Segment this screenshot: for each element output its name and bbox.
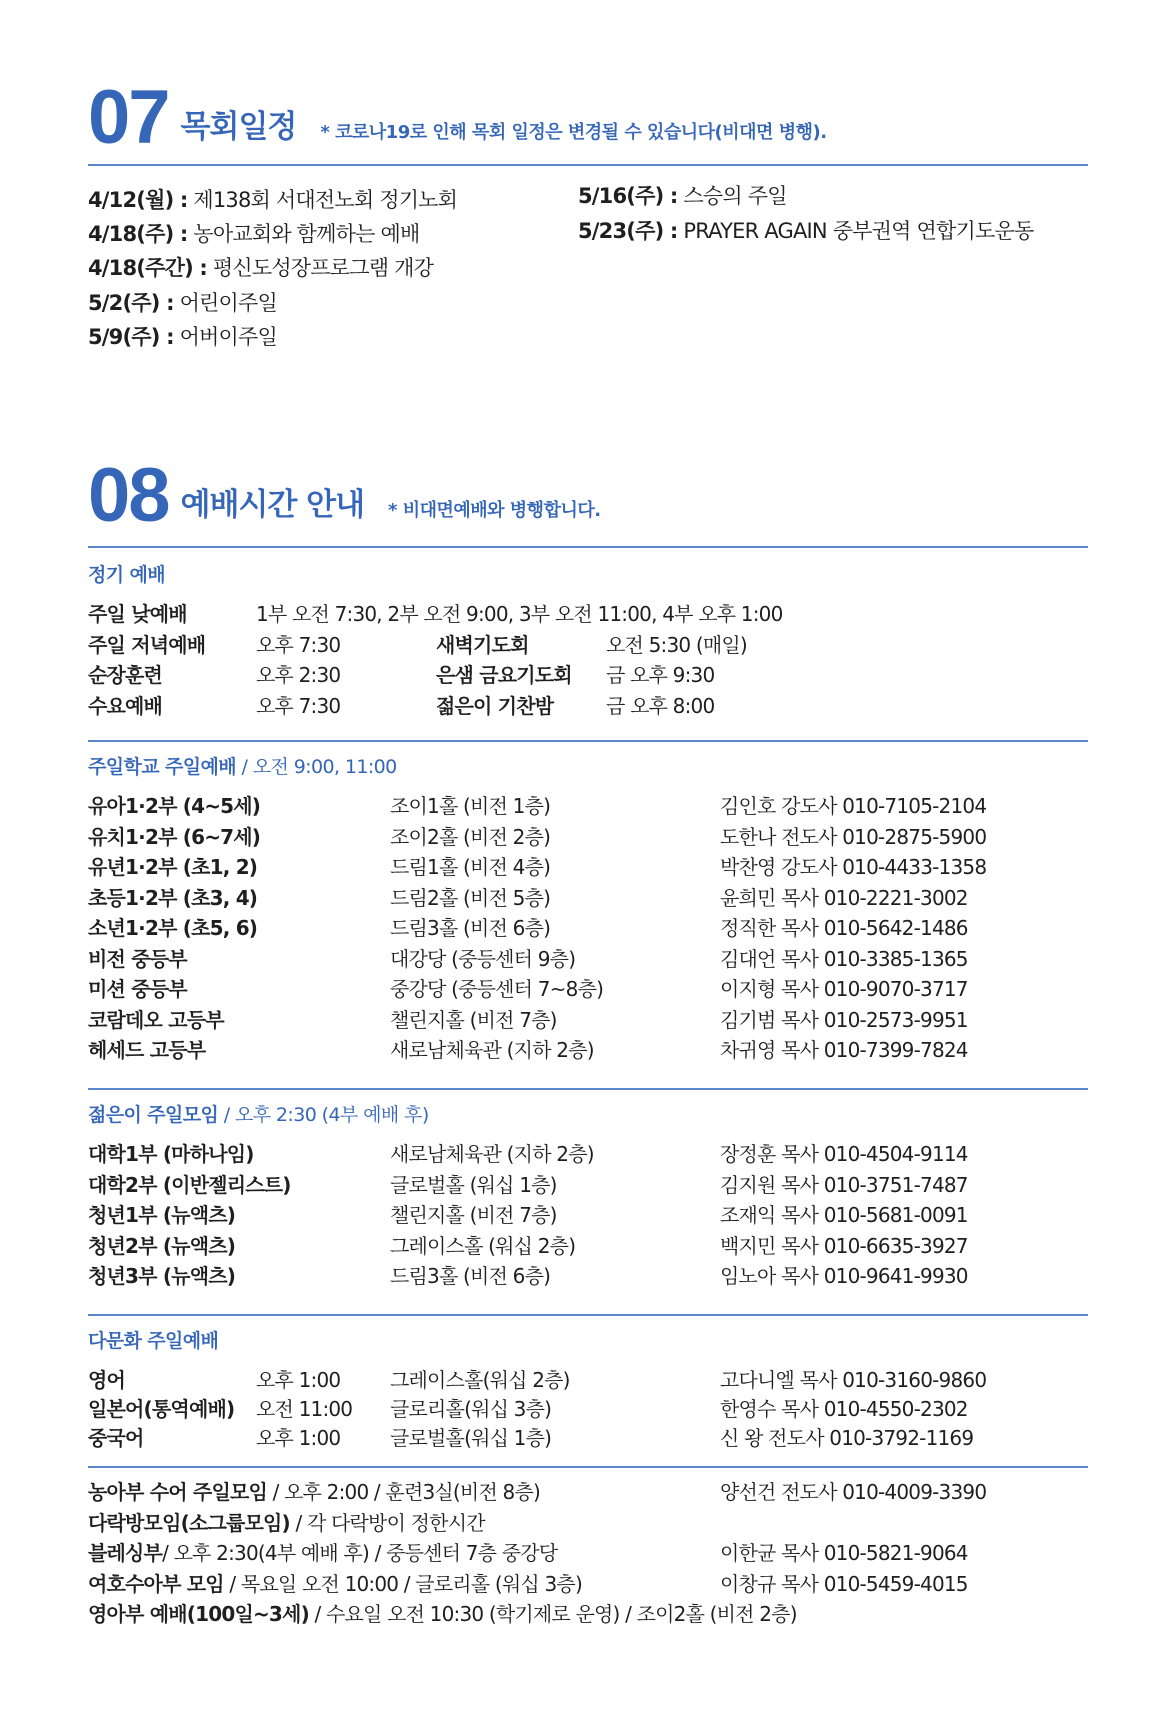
table-row: 유아1·2부 (4~5세) 조이1홀 (비전 1층) 김인호 강도사 010-7105-2104	[88, 794, 987, 818]
section-08-title: 예배시간 안내	[180, 487, 365, 523]
sunday-school-heading: 주일학교 주일예배 / 오전 9:00, 11:00	[88, 756, 397, 778]
section-07-title: 목회일정	[180, 109, 297, 145]
schedule-item: 4/12(월) : 제138회 서대전노회 정기노회	[88, 188, 458, 212]
table-row: 청년1부 (뉴액츠) 챌린지홀 (비전 7층) 조재익 목사 010-5681-0091	[88, 1203, 968, 1227]
table-row: 순장훈련 오후 2:30 은샘 금요기도회 금 오후 9:30	[88, 663, 715, 687]
table-row: 대학2부 (이반젤리스트) 글로벌홀 (워십 1층) 김지원 목사 010-3751-7487	[88, 1172, 968, 1197]
schedule-item: 4/18(주간) : 평신도성장프로그램 개강	[88, 256, 434, 280]
list-item: 다락방모임(소그룹모임) / 각 다락방이 정한시간	[88, 1510, 485, 1535]
divider	[88, 1088, 1088, 1090]
table-row: 코람데오 고등부 챌린지홀 (비전 7층) 김기범 목사 010-2573-9951	[88, 1007, 968, 1032]
schedule-item: 5/16(주) : 스승의 주일	[578, 184, 787, 208]
schedule-item: 5/2(주) : 어린이주일	[88, 291, 277, 315]
table-row: 헤세드 고등부 새로남체육관 (지하 2층) 차귀영 목사 010-7399-7824	[88, 1038, 968, 1062]
table-row: 중국어 오후 1:00 글로벌홀(워십 1층) 신 왕 전도사 010-3792-1169	[88, 1426, 974, 1450]
table-row: 영어 오후 1:00 그레이스홀(워십 2층) 고다니엘 목사 010-3160-9860	[88, 1368, 987, 1392]
table-row: 수요예배 오후 7:30 젊은이 기찬밤 금 오후 8:00	[88, 693, 715, 718]
list-item: 여호수아부 모임 / 목요일 오전 10:00 / 글로리홀 (워십 3층) 이창규 목사 010-5459-4015	[88, 1571, 968, 1596]
table-row: 초등1·2부 (초3, 4) 드림2홀 (비전 5층) 윤희민 목사 010-2221-3002	[88, 885, 968, 910]
divider	[88, 546, 1088, 548]
multicultural-table	[88, 1366, 1088, 1453]
regular-services-heading: 정기 예배	[88, 564, 166, 586]
list-item: 블레싱부/ 오후 2:30(4부 예배 후) / 중등센터 7층 중강당 이한균 목사 010-5821-9064	[88, 1541, 968, 1565]
table-row: 유년1·2부 (초1, 2) 드림1홀 (비전 4층) 박찬영 강도사 010-4433-1358	[88, 855, 987, 879]
table-row: 청년3부 (뉴액츠) 드림3홀 (비전 6층) 임노아 목사 010-9641-9930	[88, 1264, 968, 1288]
list-item: 영아부 예배(100일~3세) / 수요일 오전 10:30 (학기제로 운영) / 조이2홀 (비전 2층)	[88, 1602, 797, 1626]
table-row: 대학1부 (마하나임) 새로남체육관 (지하 2층) 장정훈 목사 010-4504-9114	[88, 1142, 968, 1166]
schedule-item: 5/23(주) : PRAYER AGAIN 중부권역 연합기도운동	[578, 219, 1034, 243]
schedule-item: 4/18(주) : 농아교회와 함께하는 예배	[88, 222, 420, 246]
table-row: 유치1·2부 (6~7세) 조이2홀 (비전 2층) 도한나 전도사 010-2875-5900	[88, 824, 987, 849]
divider	[88, 1466, 1088, 1468]
section-07-header	[88, 75, 827, 160]
sunday-school-table	[88, 792, 1088, 1067]
other-meetings-list	[88, 1478, 1088, 1631]
section-08-number: 08	[88, 453, 169, 538]
section-08-header	[88, 453, 601, 538]
section-08-note: * 비대면예배와 병행합니다.	[388, 500, 601, 521]
list-item: 농아부 수어 주일모임 / 오후 2:00 / 훈련3실(비전 8층) 양선건 전도사 010-4009-3390	[88, 1480, 987, 1504]
section-07-number: 07	[88, 75, 169, 160]
table-row: 일본어(통역예배) 오전 11:00 글로리홀(워십 3층) 한영수 목사 010-4550-2302	[88, 1397, 968, 1421]
table-row: 비전 중등부 대강당 (중등센터 9층) 김대언 목사 010-3385-1365	[88, 946, 968, 971]
multicultural-heading: 다문화 주일예배	[88, 1330, 219, 1352]
divider	[88, 1314, 1088, 1316]
section-07-note: * 코로나19로 인해 목회 일정은 변경될 수 있습니다(비대면 병행).	[320, 122, 827, 143]
divider	[88, 740, 1088, 742]
table-row: 청년2부 (뉴액츠) 그레이스홀 (워십 2층) 백지민 목사 010-6635-3927	[88, 1233, 968, 1258]
table-row: 미션 중등부 중강당 (중등센터 7~8층) 이지형 목사 010-9070-3717	[88, 977, 968, 1001]
youth-heading: 젊은이 주일모임 / 오후 2:30 (4부 예배 후)	[88, 1104, 429, 1126]
schedule-item: 5/9(주) : 어버이주일	[88, 325, 277, 349]
table-row: 소년1·2부 (초5, 6) 드림3홀 (비전 6층) 정직한 목사 010-5642-1486	[88, 916, 968, 940]
regular-services-table	[88, 600, 1088, 722]
table-row: 주일 저녁예배 오후 7:30 새벽기도회 오전 5:30 (매일)	[88, 632, 747, 657]
table-row: 주일 낮예배 1부 오전 7:30, 2부 오전 9:00, 3부 오전 11:00, 4부 오후 1:00	[88, 602, 783, 626]
youth-table	[88, 1140, 1088, 1293]
divider	[88, 164, 1088, 166]
